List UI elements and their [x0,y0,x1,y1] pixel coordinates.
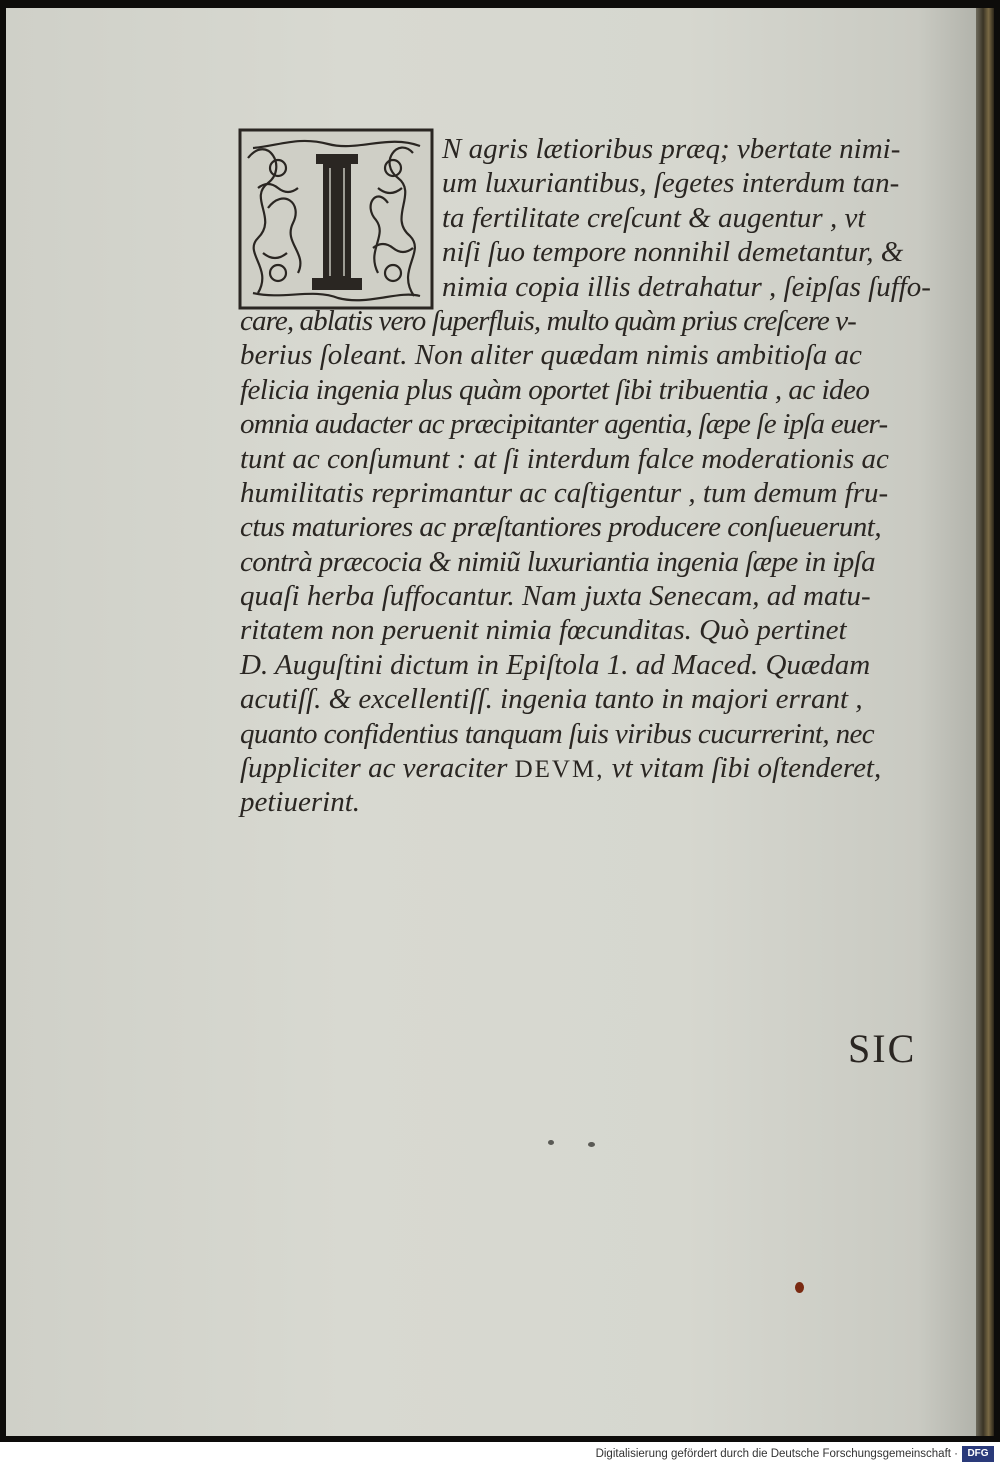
text-line: N agris lætioribus præq; vbertate nimi- [442,133,901,165]
dfg-logo: DFG [962,1446,994,1462]
text-line: quanto confidentius tanquam ſuis viribus cucurrerint, nec [240,717,875,750]
text-line: niſi ſuo tempore nonnihil demetantur, & [442,236,904,269]
text-line: care, ablatis vero ſuperfluis, multo quàm prius creſcere v- [240,304,856,337]
text-line: omnia audacter ac præcipitanter agentia, ſæpe ſe ipſa euer- [240,408,888,441]
text-line: ritatem non peruenit nimia fœcunditas. Quò pertinet [240,614,847,647]
text-line: petiuerint. [240,786,361,819]
small-caps-deum: DEVM, [514,756,605,784]
main-paragraph [240,132,930,820]
text-segment: vt vitam ſibi oſtenderet, [604,752,882,785]
text-segment: ſuppliciter ac veraciter [240,752,515,785]
catchword: SIC [848,1026,917,1071]
text-line: felicia ingenia plus quàm oportet ſibi tribuentia , ac ideo [240,373,870,406]
text-line: humilitatis reprimantur ac caſtigentur , tum demum fru- [240,476,889,509]
text-line: acutiſſ. & excellentiſſ. ingenia tanto in majori errant , [240,683,863,716]
text-line: berius ſoleant. Non aliter quædam nimis ambitioſa ac [240,339,862,372]
ink-spot [548,1140,554,1145]
text-line: um luxuriantibus, ſegetes interdum tan- [442,167,900,200]
text-line: quaſi herba ſuffocantur. Nam juxta Senecam, ad matu- [240,580,871,613]
text-line [240,751,930,785]
text-line: ta fertilitate creſcunt & augentur , vt [442,201,866,234]
text-line: nimia copia illis detrahatur , ſeipſas ſuffo- [442,270,931,303]
book-spine-edge [976,8,994,1436]
text-line: contrà præcocia & nimiũ luxuriantia ingenia ſæpe in ipſa [240,545,875,578]
footer-bar [0,1442,1000,1468]
text-line: tunt ac conſumunt : at ſi interdum falce moderationis ac [240,442,889,475]
ink-spot [588,1142,595,1147]
ink-spot [795,1282,804,1293]
funding-credit: Digitalisierung gefördert durch die Deutsche Forschungsgemeinschaft · [595,1448,958,1460]
text-line: D. Auguſtini dictum in Epiſtola 1. ad Maced. Quædam [240,648,871,681]
text-line: ctus maturiores ac præſtantiores producere conſueuerunt, [240,511,882,544]
